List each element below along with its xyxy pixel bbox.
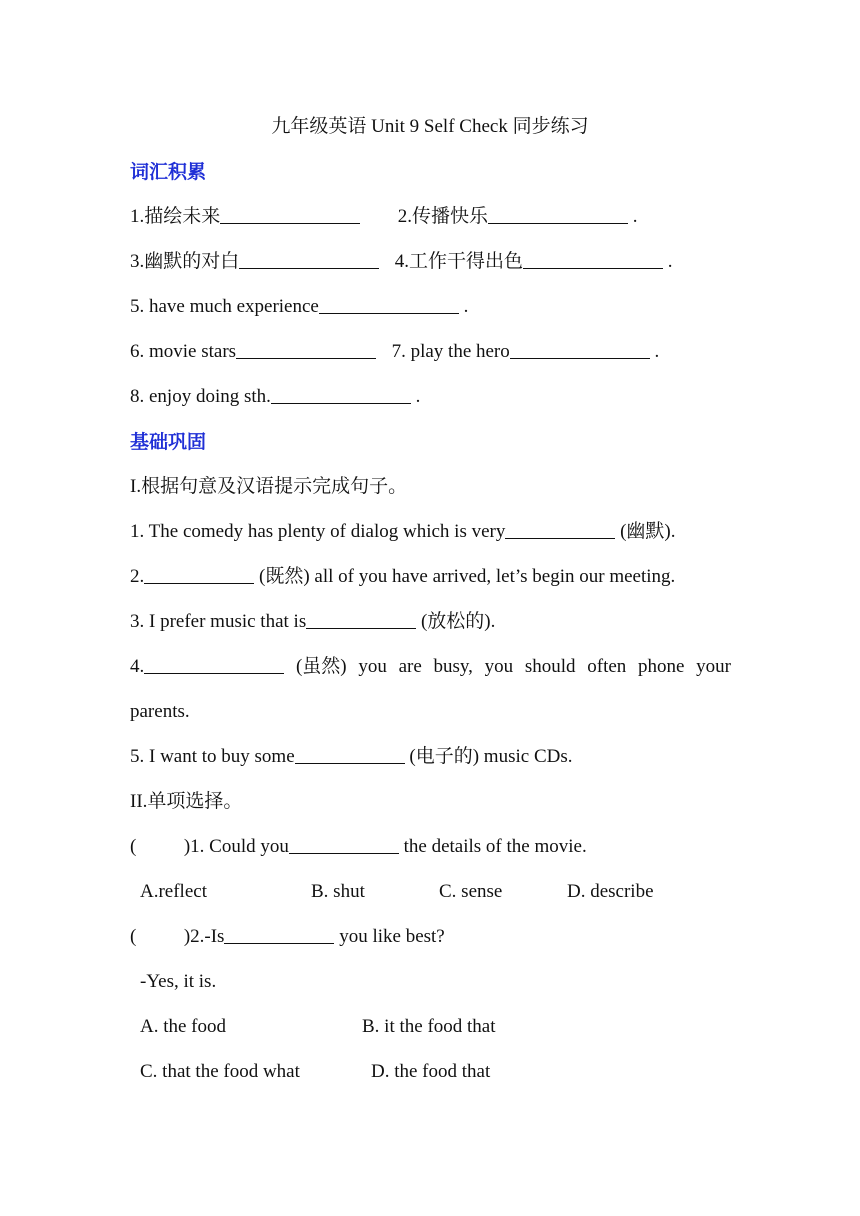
vocab-item-4: 4.工作干得出色 bbox=[394, 251, 524, 272]
section-heading-vocab: 词汇积累 bbox=[130, 161, 207, 183]
vocab-item-3: 3.幽默的对白 bbox=[130, 251, 240, 272]
option-c[interactable]: C. that the food what bbox=[140, 1061, 300, 1082]
part1-question-3: 3. I prefer music that is (放松的). bbox=[130, 611, 496, 632]
vocab-item-7: 7. play the hero bbox=[391, 341, 510, 362]
option-b[interactable]: B. shut bbox=[311, 881, 365, 902]
answer-blank[interactable] bbox=[236, 340, 376, 359]
answer-blank[interactable] bbox=[319, 295, 459, 314]
answer-blank[interactable] bbox=[510, 340, 650, 359]
vocab-row-2: 3.幽默的对白 4.工作干得出色 . bbox=[130, 251, 673, 272]
answer-blank[interactable] bbox=[289, 835, 399, 854]
vocab-row-3: 5. have much experience . bbox=[130, 296, 469, 317]
answer-blank[interactable] bbox=[144, 655, 284, 674]
mc-question-2-options-row-1 bbox=[0, 1015, 860, 1039]
mc-question-2-options-row-2 bbox=[0, 1060, 860, 1084]
option-a[interactable]: A.reflect bbox=[140, 881, 207, 902]
part1-question-4-continued: parents. bbox=[130, 701, 190, 722]
answer-blank[interactable] bbox=[505, 520, 615, 539]
answer-blank[interactable] bbox=[306, 610, 416, 629]
mc-question-1: ( )1. Could you the details of the movie. bbox=[130, 836, 587, 857]
page-title: 九年级英语 Unit 9 Self Check 同步练习 bbox=[271, 116, 589, 137]
option-d[interactable]: D. describe bbox=[567, 881, 654, 902]
part1-instruction: I.根据句意及汉语提示完成句子。 bbox=[130, 476, 408, 497]
section-heading-basics: 基础巩固 bbox=[130, 431, 207, 453]
answer-blank[interactable] bbox=[220, 205, 360, 224]
mc-question-2: ( )2.-Is you like best? bbox=[130, 926, 445, 947]
answer-blank[interactable] bbox=[271, 385, 411, 404]
vocab-item-8: 8. enjoy doing sth. bbox=[130, 386, 271, 407]
mc-question-2-reply: -Yes, it is. bbox=[140, 971, 217, 992]
option-d[interactable]: D. the food that bbox=[371, 1061, 491, 1082]
vocab-row-4: 6. movie stars 7. play the hero . bbox=[130, 341, 660, 362]
part2-instruction: II.单项选择。 bbox=[130, 791, 243, 812]
part1-question-1: 1. The comedy has plenty of dialog which is very (幽默). bbox=[130, 521, 676, 542]
mc-question-1-options bbox=[0, 880, 860, 904]
vocab-item-1: 1.描绘未来 bbox=[130, 206, 221, 227]
part1-question-5: 5. I want to buy some (电子的) music CDs. bbox=[130, 746, 573, 767]
vocab-row-5: 8. enjoy doing sth. . bbox=[130, 386, 421, 407]
vocab-item-5: 5. have much experience bbox=[130, 296, 319, 317]
answer-blank[interactable] bbox=[239, 250, 379, 269]
answer-blank[interactable] bbox=[144, 565, 254, 584]
vocab-row-1: 1.描绘未来 2.传播快乐 . bbox=[130, 206, 638, 227]
answer-blank[interactable] bbox=[295, 745, 405, 764]
part1-question-2: 2. (既然) all of you have arrived, let’s begin our meeting. bbox=[130, 566, 676, 587]
vocab-item-6: 6. movie stars bbox=[130, 341, 237, 362]
vocab-item-2: 2.传播快乐 bbox=[397, 206, 489, 227]
answer-blank[interactable] bbox=[224, 925, 334, 944]
option-b[interactable]: B. it the food that bbox=[362, 1016, 496, 1037]
part1-question-4: 4. (虽然) you are busy, you should often phone your bbox=[130, 656, 731, 677]
answer-blank[interactable] bbox=[488, 205, 628, 224]
option-a[interactable]: A. the food bbox=[140, 1016, 227, 1037]
answer-blank[interactable] bbox=[523, 250, 663, 269]
option-c[interactable]: C. sense bbox=[439, 881, 503, 902]
